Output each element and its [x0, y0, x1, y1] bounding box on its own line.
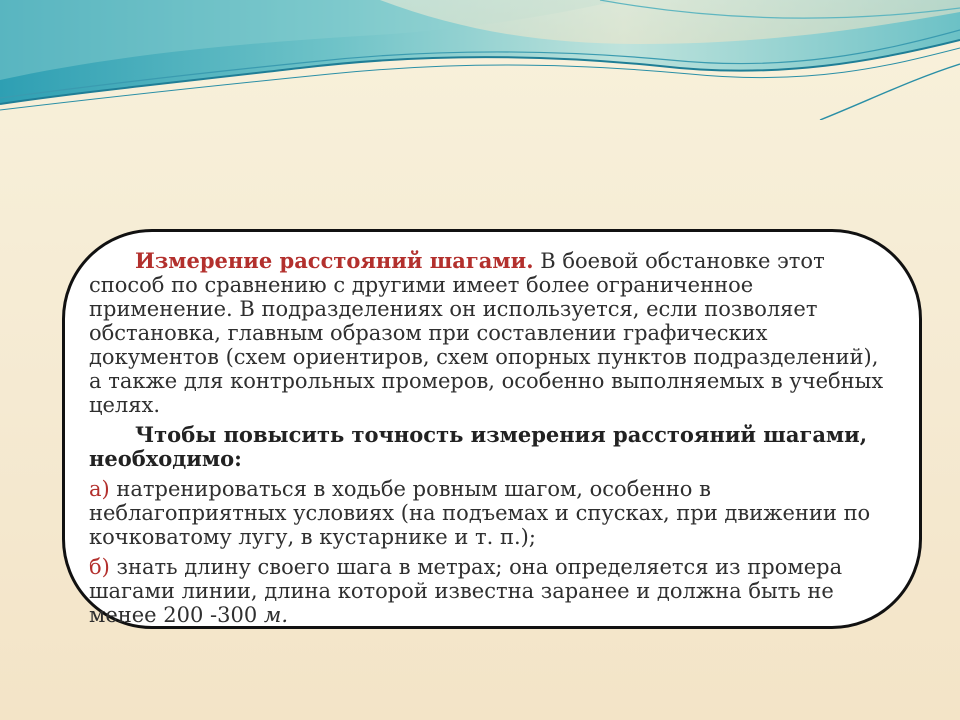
requirements-heading-text: Чтобы повысить точность измерения расстояний шагами, необходимо: [89, 422, 868, 471]
requirements-heading [89, 423, 889, 471]
list-marker-a: а) [89, 477, 110, 501]
list-item-a [89, 477, 889, 549]
list-marker-b: б) [89, 555, 110, 579]
wave-banner [0, 0, 960, 120]
text-panel [62, 229, 922, 629]
intro-text: В боевой обстановке этот способ по сравнению с другими имеет более ограниченное применение. В подразделениях он используется, если позволяет обстановка, главным образом при составлении графических документов (схем ориентиров, схем опорных пунктов подразделений), а также для контрольных промеров, особенно выполняемых в учебных целях. [89, 249, 884, 417]
term-heading: Измерение расстояний шагами. [135, 248, 534, 273]
list-item-b [89, 555, 889, 627]
intro-paragraph [89, 249, 889, 417]
list-item-a-text: натренироваться в ходьбе ровным шагом, особенно в неблагоприятных условиях (на подъемах и спусках, при движении по кочковатому лугу, в кустарнике и т. п.); [89, 477, 871, 549]
unit-label: м. [263, 603, 288, 627]
list-item-b-text: знать длину своего шага в метрах; она определяется из промера шагами линии, длина которой известна заранее и должна быть не менее 200 -300 [89, 555, 843, 627]
